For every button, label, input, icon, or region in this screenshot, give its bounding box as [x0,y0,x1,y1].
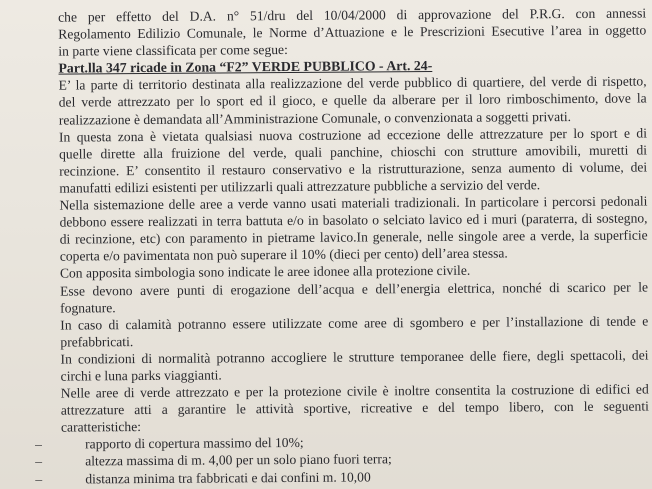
text-line: Con apposita simbologia sono indicate le aree idonee alla protezione civile. [59,263,471,281]
section-heading: Part.lla 347 ricade in Zona “F2” VERDE PUBBLICO - Art. 24- [58,58,433,76]
text-line: In caso di calamità potranno essere utilizzate come aree di sgombero e per l’installazione di tende e [60,313,649,333]
text-line: circhi e luna parks viaggianti. [60,367,222,384]
list-item-text: rapporto di copertura massimo del 10%; [85,435,304,452]
text-line: realizzazione è demandata all’Amministrazione Comunale, o convenzionata a soggetti privati. [58,108,572,128]
text-line: Nelle aree di verde attrezzato e per la protezione civile è inoltre consentita la costruzione di edifici ed [60,381,649,401]
list-bullet: – [35,437,42,453]
text-line: debbono essere realizzati in terra battuta e/o in basolato o selciato lavico ed i muri (paraterra, di sostegno, [59,210,648,230]
text-line: manufatti edilizi esistenti per utilizzarli quali attrezzature pubbliche a servizio del verde. [59,177,541,196]
list-bullet: – [35,454,43,470]
text-line: fognature. [60,299,116,316]
text-line: coperta e/o pavimentata non può superare il 10% (dieci per cento) dell’area stessa. [59,245,508,264]
text-line: prefabbricati. [60,333,134,350]
text-line: Esse devono avere punti di erogazione dell’acqua e dell’energia elettrica, nonché di scarico per le [59,278,649,299]
text-line: quelle dirette alla fruizione del verde, quali panchine, chioschi con strutture amovibili, muretti di [59,142,648,162]
text-line: che per effetto del D.A. n° 51/dru del 10/04/2000 di approvazione del P.R.G. con annessi [58,5,647,25]
text-line: In condizioni di normalità potranno accogliere le strutture temporanee delle fiere, degli spettacoli, dei [60,347,649,367]
list-item [35,466,649,487]
list-item-text: distanza minima tra fabbricati e dai confini m. 10,00 [85,468,371,486]
text-line: del verde attrezzato per lo sport ed il gioco, e quelle da alberare per il loro rimboschimento, dove la [58,90,647,111]
text-line: E’ la parte di territorio destinata alla realizzazione del verde pubblico di quartiere, del verde di rispetto, [58,73,647,93]
list-item-text: altezza massima di m. 4,00 per un solo piano fuori terra; [85,451,392,469]
text-line: di recinzione, etc) con paramento in pietrame lavico.In generale, nelle singole aree a verde, la superficie [59,227,648,247]
text-line: In questa zona è vietata qualsiasi nuova costruzione ad eccezione delle attrezzature per lo sport e di [58,125,647,145]
text-line: Nella sistemazione delle aree a verde vanno usati materiali tradizionali. In particolare i percorsi pedonali [59,193,648,213]
text-line: recinzione. E’ consentito il restauro conservativo e la ristrutturazione, senza aumento di volume, dei [59,159,648,179]
text-line: in parte viene classificata per come segue: [58,42,288,59]
text-line: attrezzature atti a garantire le attività sportive, ricreative e del tempo libero, con le seguenti [60,398,649,418]
list-bullet: – [35,471,43,487]
text-line: caratteristiche: [60,419,142,435]
text-line: Regolamento Edilizio Comunale, le Norme d’Attuazione e le Prescrizioni Esecutive l’area in oggetto [58,22,647,42]
